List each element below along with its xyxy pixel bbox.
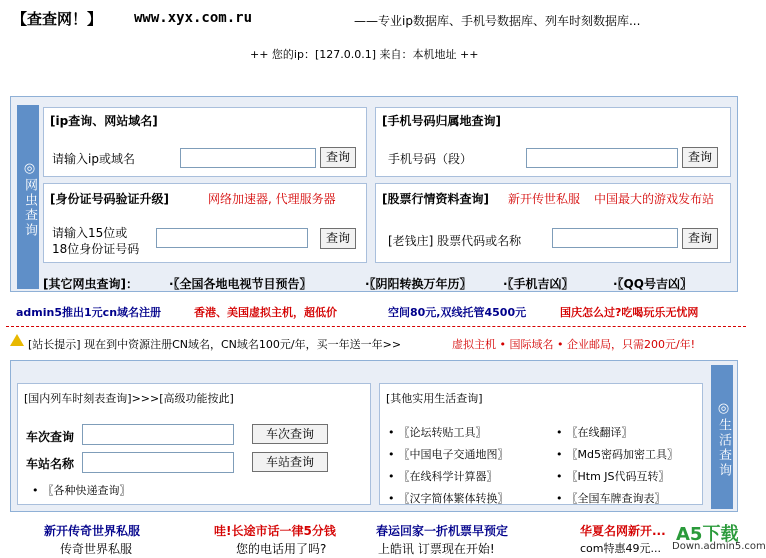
ip-info-line: ++ 您的ip：[127.0.0.1] 来自：本机地址 ++ bbox=[250, 48, 479, 61]
stock-box-ad-1[interactable]: 新开传世私服 bbox=[508, 192, 581, 206]
other-link-calendar[interactable]: ·〖阴阳转换万年历〗 bbox=[365, 277, 472, 291]
id-input[interactable] bbox=[156, 228, 308, 248]
express-query-link[interactable]: • 〖各种快递查询〗 bbox=[32, 482, 131, 498]
footer-ad-2-title[interactable]: 哇!长途市话一律5分钱 bbox=[214, 524, 336, 538]
phone-input[interactable] bbox=[526, 148, 678, 168]
id-query-button[interactable]: 查询 bbox=[320, 228, 356, 249]
id-input-label-1: 请输入15位或 bbox=[52, 226, 128, 240]
watermark-url: Down.admin5.com bbox=[672, 541, 766, 552]
ip-input[interactable] bbox=[180, 148, 316, 168]
other-link-tv-guide[interactable]: ·〖全国各地电视节目预告〗 bbox=[169, 277, 312, 291]
stock-query-box bbox=[375, 183, 731, 263]
footer-ad-3-subtitle[interactable]: 上皓讯 订票现在开始! bbox=[378, 542, 495, 556]
train-number-button[interactable]: 车次查询 bbox=[252, 424, 328, 444]
notice-ad-link[interactable]: 虚拟主机 • 国际域名 • 企业邮局，只需200元/年! bbox=[452, 338, 696, 351]
site-title: 【查查网！】 bbox=[12, 10, 103, 28]
tool-link-calculator[interactable]: • 〖在线科学计算器〗 bbox=[388, 468, 498, 484]
notice-text[interactable]: [站长提示] 现在到中资源注册CN域名，CN域名100元/年，买一年送一年>> bbox=[28, 338, 402, 351]
life-tools-heading: [其他实用生活查询] bbox=[386, 392, 483, 405]
ad-link-cn-domain[interactable]: admin5推出1元cn域名注册 bbox=[16, 306, 162, 319]
other-link-qq-luck[interactable]: ·〖QQ号吉凶〗 bbox=[613, 277, 692, 291]
stock-input-label: [老钱庄] 股票代码或名称 bbox=[388, 234, 522, 248]
other-link-phone-luck[interactable]: ·〖手机吉凶〗 bbox=[503, 277, 574, 291]
tool-link-plate-lookup[interactable]: • 〖全国车牌查询表〗 bbox=[556, 490, 666, 506]
phone-query-heading: [手机号码归属地查询] bbox=[382, 114, 501, 128]
ip-input-label: 请输入ip或域名 bbox=[52, 152, 135, 166]
phone-query-box bbox=[375, 107, 731, 177]
site-domain: www.xyx.com.ru bbox=[134, 10, 253, 26]
footer-ad-3-title[interactable]: 春运回家一折机票早预定 bbox=[376, 524, 509, 538]
ad-link-virtual-host[interactable]: 香港、美国虚拟主机，超低价 bbox=[194, 306, 337, 319]
warning-icon bbox=[10, 334, 24, 346]
life-tools-box bbox=[379, 383, 703, 505]
footer-ad-4-title[interactable]: 华夏名网新开... bbox=[580, 524, 666, 538]
tool-link-char-convert[interactable]: • 〖汉字简体繁体转换〗 bbox=[388, 490, 509, 506]
tool-link-md5[interactable]: • 〖Md5密码加密工具〗 bbox=[556, 446, 678, 462]
id-query-box bbox=[43, 183, 367, 263]
train-query-box bbox=[17, 383, 371, 505]
station-query-button[interactable]: 车站查询 bbox=[252, 452, 328, 472]
footer-ad-1-subtitle[interactable]: 传奇世界私服 bbox=[60, 542, 133, 556]
ip-query-box bbox=[43, 107, 367, 177]
train-number-input[interactable] bbox=[82, 424, 234, 445]
side-tab-web-query[interactable]: ◎网虫查询 bbox=[17, 105, 39, 289]
id-input-label-2: 18位身份证号码 bbox=[52, 242, 140, 256]
top-query-panel bbox=[10, 96, 738, 292]
side-tab-life-query[interactable]: ◎生活查询 bbox=[711, 365, 733, 509]
ad-link-national-day[interactable]: 国庆怎么过?吃喝玩乐无忧网 bbox=[560, 306, 699, 319]
watermark-logo: A5下载 bbox=[676, 524, 739, 545]
stock-box-ad-2[interactable]: 中国最大的游戏发布站 bbox=[594, 192, 715, 206]
phone-query-button[interactable]: 查询 bbox=[682, 147, 718, 168]
tool-link-forum-repost[interactable]: • 〖论坛转贴工具〗 bbox=[388, 424, 487, 440]
id-box-ad-link[interactable]: 网络加速器, 代理服务器 bbox=[208, 192, 336, 206]
train-query-heading[interactable]: [国内列车时刻表查询]>>>[高级功能按此] bbox=[24, 392, 234, 405]
stock-query-heading: [股票行情资料查询] bbox=[382, 192, 489, 206]
id-query-heading: [身份证号码验证升级] bbox=[50, 192, 169, 206]
stock-query-button[interactable]: 查询 bbox=[682, 228, 718, 249]
phone-input-label: 手机号码（段） bbox=[388, 152, 473, 166]
footer-ad-2-subtitle[interactable]: 您的电话用了吗? bbox=[236, 542, 327, 556]
ad-divider bbox=[6, 326, 746, 327]
ip-query-button[interactable]: 查询 bbox=[320, 147, 356, 168]
other-queries-label: [其它网虫查询]： bbox=[43, 277, 138, 291]
tool-link-traffic-map[interactable]: • 〖中国电子交通地图〗 bbox=[388, 446, 509, 462]
life-query-panel bbox=[10, 360, 738, 512]
station-name-label: 车站名称 bbox=[26, 457, 75, 471]
ip-query-heading: [ip查询、网站域名] bbox=[50, 114, 158, 128]
site-slogan: ——专业ip数据库、手机号数据库、列车时刻数据库... bbox=[354, 14, 641, 28]
tool-link-htm-js[interactable]: • 〖Htm JS代码互转〗 bbox=[556, 468, 670, 484]
train-number-label: 车次查询 bbox=[26, 430, 75, 444]
ad-link-hosting[interactable]: 空间80元,双线托管4500元 bbox=[388, 306, 527, 319]
tool-link-translate[interactable]: • 〖在线翻译〗 bbox=[556, 424, 633, 440]
footer-ad-1-title[interactable]: 新开传奇世界私服 bbox=[44, 524, 141, 538]
footer-ad-4-subtitle[interactable]: com特惠49元... bbox=[580, 542, 661, 555]
stock-input[interactable] bbox=[552, 228, 678, 248]
station-name-input[interactable] bbox=[82, 452, 234, 473]
